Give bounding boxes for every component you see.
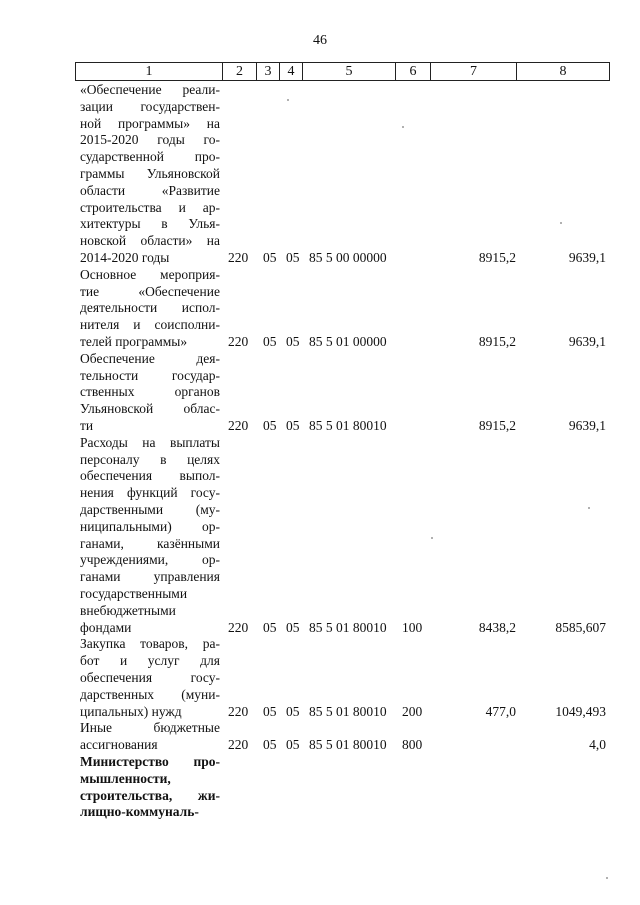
cell-col-8: 1049,493 [555,703,606,719]
description-line: строительства, жи- [80,787,220,803]
cell-col-4: 05 [286,737,300,753]
cell-col-4: 05 [286,250,300,265]
description-line: зации государствен- [80,98,220,114]
cell-col-6: 100 [402,619,423,635]
cell-col-2: 220 [228,417,249,433]
description-line: внебюджетными [80,602,176,618]
row-description [80,720,220,754]
header-col-2: 2 [223,63,257,81]
cell-col-5: 85 5 01 80010 [309,737,387,753]
header-col-3: 3 [257,63,280,81]
description-line: «Обеспечение реали- [80,82,220,97]
description-line: мышленности, [80,770,171,786]
description-line: ной программы» на [80,115,220,131]
description-line: Основное мероприя- [80,266,220,282]
cell-col-8: 9639,1 [568,417,606,433]
description-line: ганами, казёнными [80,535,220,551]
header-col-5: 5 [303,63,396,81]
header-col-6: 6 [396,63,431,81]
row-description [80,82,220,267]
description-line: тельности государ- [80,367,220,383]
cell-col-7: 8438,2 [478,619,516,635]
row-description [80,636,220,720]
description-line: Обеспечение дея- [80,350,220,366]
cell-col-4: 05 [286,333,300,349]
description-line: ти [80,417,94,433]
description-line: Ульяновской облас- [80,401,220,417]
scan-speck [588,507,590,509]
description-line: ганами управления [80,569,220,585]
header-col-8: 8 [517,63,610,81]
cell-col-5: 85 5 01 00000 [309,333,387,349]
cell-col-5: 85 5 01 80010 [309,619,387,635]
cell-col-3: 05 [263,703,277,719]
description-line: фондами [80,619,132,635]
cell-col-8: 9639,1 [568,250,606,265]
header-col-1: 1 [76,63,223,81]
scan-speck [606,877,608,879]
cell-col-3: 05 [263,619,277,635]
description-line: сударственной про- [80,149,220,165]
cell-col-7: 8915,2 [478,333,516,349]
description-line: персоналу в целях [80,451,220,467]
cell-col-4: 05 [286,619,300,635]
scan-speck [287,99,289,101]
cell-col-7: 477,0 [485,703,516,719]
cell-col-6: 800 [402,737,423,753]
cell-col-2: 220 [228,619,249,635]
description-line: хитектуры в Улья- [80,216,220,232]
scan-speck [560,222,562,224]
row-description [80,267,220,351]
description-line: граммы Ульяновской [80,165,220,181]
description-line: телей программы» [80,333,188,349]
scan-speck [431,537,433,539]
row-description [80,351,220,435]
description-line: тие «Обеспечение [80,283,220,299]
description-line: ственных органов [80,384,220,400]
cell-col-6: 200 [402,703,423,719]
scan-speck [402,126,404,128]
cell-col-4: 05 [286,703,300,719]
description-line: строительства и ар- [80,199,220,215]
cell-col-3: 05 [263,417,277,433]
header-col-4: 4 [280,63,303,81]
cell-col-2: 220 [228,703,249,719]
description-line: обеспечения госу- [80,669,220,685]
cell-col-8: 8585,607 [555,619,606,635]
description-line: Закупка товаров, ра- [80,636,220,652]
description-line: бот и услуг для [80,653,220,669]
cell-col-3: 05 [263,250,277,265]
cell-col-5: 85 5 01 80010 [309,703,387,719]
description-line: дарственными (му- [80,501,220,517]
cell-col-2: 220 [228,333,249,349]
description-line: Расходы на выплаты [80,434,220,450]
cell-col-8: 4,0 [589,737,606,753]
cell-col-8: 9639,1 [568,333,606,349]
cell-col-3: 05 [263,737,277,753]
cell-col-7: 8915,2 [478,417,516,433]
description-line: ципальных) нужд [80,703,182,719]
cell-col-5: 85 5 00 00000 [309,250,387,265]
cell-col-7: 8915,2 [478,250,516,265]
description-line: обеспечения выпол- [80,468,220,484]
description-line: 2014-2020 годы [80,249,170,265]
description-line: деятельности испол- [80,300,220,316]
description-line: Министерство про- [80,754,220,769]
cell-col-2: 220 [228,737,249,753]
description-line: ниципальными) ор- [80,518,220,534]
cell-col-4: 05 [286,417,300,433]
description-line: Иные бюджетные [80,720,220,736]
header-row [76,63,610,81]
description-line: нения функций госу- [80,485,220,501]
description-line: дарственных (муни- [80,686,220,702]
row-description [80,754,220,821]
page-number: 46 [313,33,327,48]
description-line: государственными [80,585,188,601]
description-line: новской области» на [80,233,220,249]
description-line: 2015-2020 годы го- [80,132,220,148]
description-line: ассигнования [80,737,158,753]
description-line: лищно-коммуналь- [80,804,199,820]
cell-col-3: 05 [263,333,277,349]
row-description [80,435,220,637]
column-header-table [75,62,610,81]
description-line: области «Развитие [80,182,220,198]
cell-col-5: 85 5 01 80010 [309,417,387,433]
description-line: нителя и соисполни- [80,317,220,333]
header-col-7: 7 [431,63,517,81]
description-line: учреждениями, ор- [80,552,220,568]
cell-col-2: 220 [228,250,249,265]
